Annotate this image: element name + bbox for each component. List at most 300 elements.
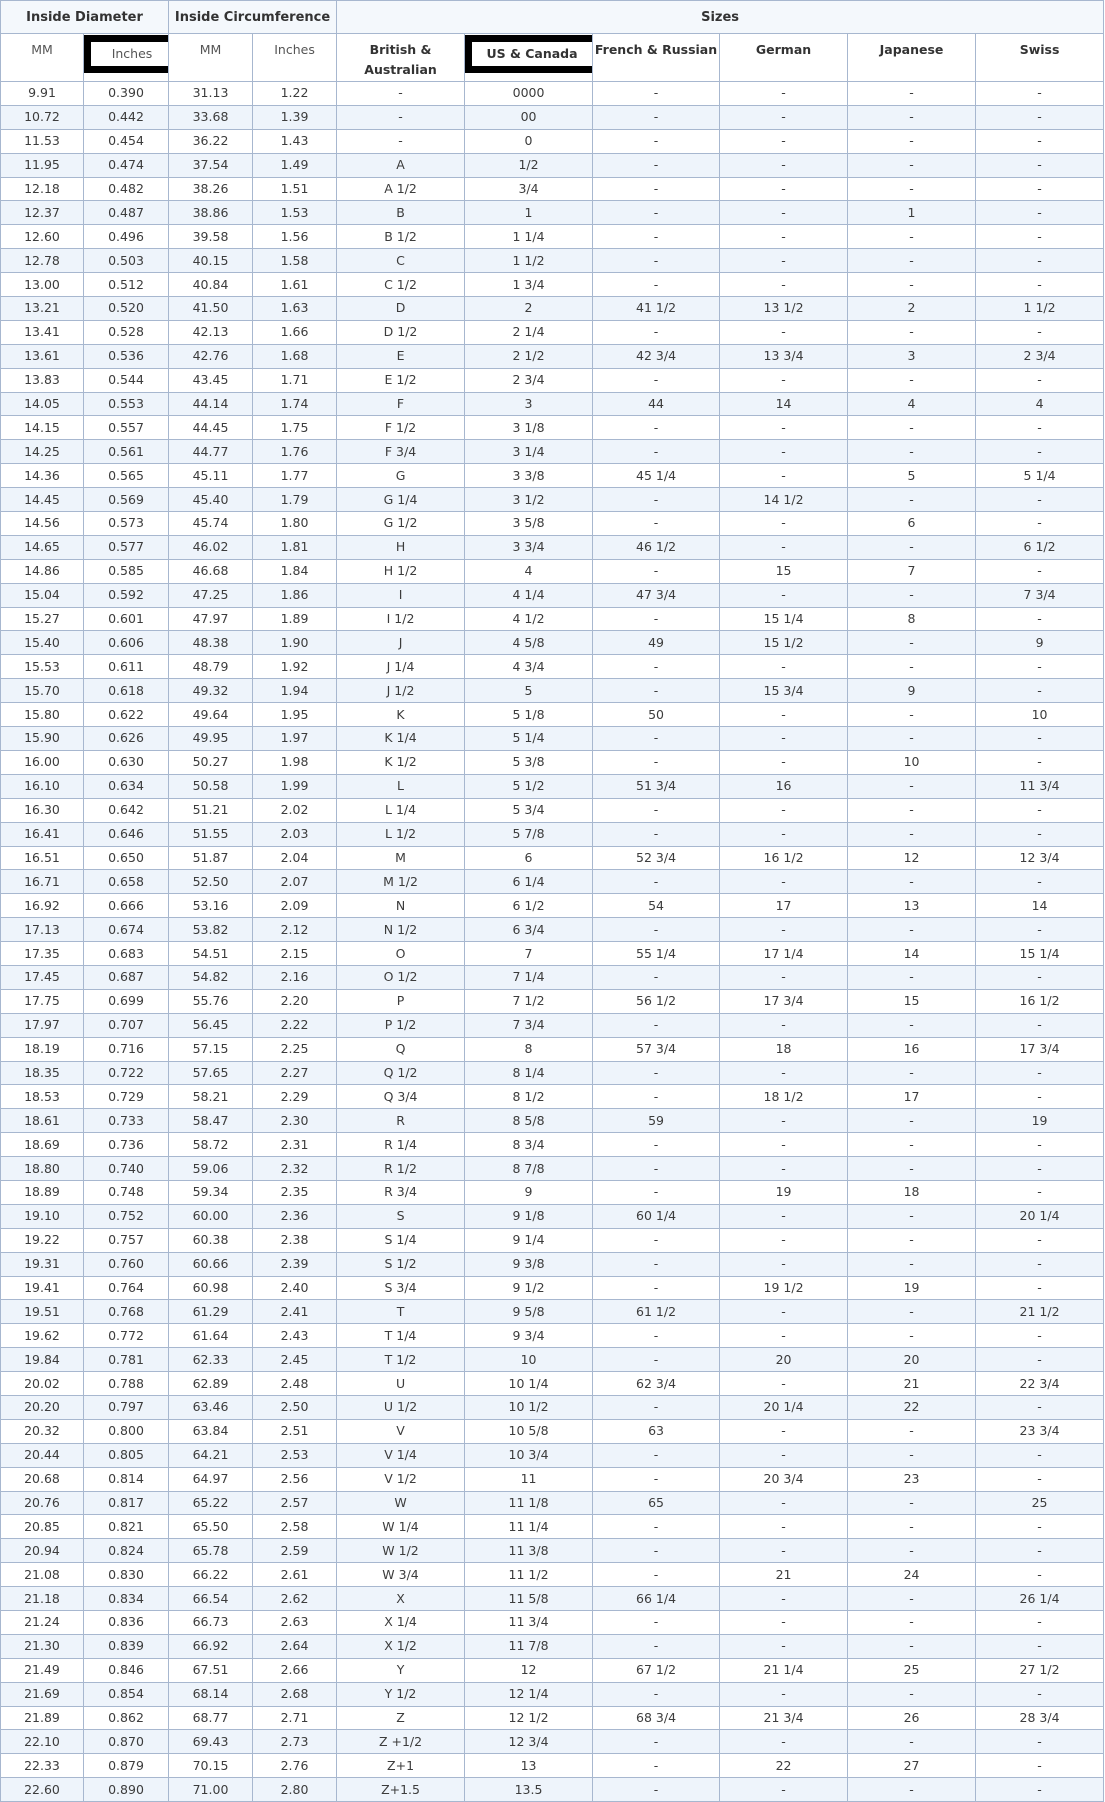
table-row	[1, 750, 1104, 774]
cell-us: 10 1/4	[465, 1372, 593, 1396]
cell-british: E 1/2	[337, 368, 465, 392]
table-row	[1, 1634, 1104, 1658]
cell-id-inches: 0.830	[84, 1563, 169, 1587]
cell-ic-mm: 63.84	[169, 1419, 253, 1443]
table-row	[1, 1587, 1104, 1611]
cell-swiss: -	[976, 1754, 1104, 1778]
cell-japanese: -	[848, 918, 976, 942]
cell-id-mm: 20.68	[1, 1467, 84, 1491]
cell-id-inches: 0.846	[84, 1658, 169, 1682]
cell-swiss: -	[976, 1395, 1104, 1419]
cell-french: -	[593, 416, 720, 440]
cell-british: V	[337, 1419, 465, 1443]
cell-french: -	[593, 822, 720, 846]
cell-id-mm: 12.37	[1, 201, 84, 225]
cell-french: -	[593, 1754, 720, 1778]
cell-swiss: -	[976, 82, 1104, 106]
cell-swiss: -	[976, 1085, 1104, 1109]
cell-british: U 1/2	[337, 1395, 465, 1419]
cell-french: -	[593, 249, 720, 273]
cell-japanese: 3	[848, 344, 976, 368]
table-header	[1, 1, 1104, 82]
cell-ic-mm: 44.77	[169, 440, 253, 464]
cell-us: 10 1/2	[465, 1395, 593, 1419]
cell-id-mm: 15.70	[1, 679, 84, 703]
cell-id-inches: 0.565	[84, 464, 169, 488]
cell-swiss: -	[976, 679, 1104, 703]
cell-id-inches: 0.814	[84, 1467, 169, 1491]
cell-german: 17	[720, 894, 848, 918]
cell-id-inches: 0.646	[84, 822, 169, 846]
cell-british: K	[337, 703, 465, 727]
cell-german: -	[720, 1228, 848, 1252]
cell-french: -	[593, 559, 720, 583]
table-row	[1, 1109, 1104, 1133]
table-row	[1, 870, 1104, 894]
cell-swiss: -	[976, 1061, 1104, 1085]
cell-ic-mm: 59.34	[169, 1180, 253, 1204]
cell-japanese: -	[848, 1228, 976, 1252]
cell-british: T 1/2	[337, 1348, 465, 1372]
group-inside-diameter: Inside Diameter	[1, 1, 169, 34]
cell-german: -	[720, 1061, 848, 1085]
cell-ic-mm: 60.38	[169, 1228, 253, 1252]
cell-ic-mm: 45.40	[169, 488, 253, 512]
cell-german: -	[720, 1587, 848, 1611]
table-row	[1, 1228, 1104, 1252]
cell-swiss: 10	[976, 703, 1104, 727]
cell-id-mm: 21.24	[1, 1611, 84, 1635]
cell-french: 59	[593, 1109, 720, 1133]
col-german: German	[720, 34, 848, 82]
cell-id-inches: 0.666	[84, 894, 169, 918]
cell-french: -	[593, 1228, 720, 1252]
cell-british: L	[337, 774, 465, 798]
cell-swiss: -	[976, 655, 1104, 679]
cell-id-inches: 0.634	[84, 774, 169, 798]
table-row	[1, 82, 1104, 106]
cell-id-mm: 18.61	[1, 1109, 84, 1133]
cell-us: 2 1/4	[465, 320, 593, 344]
cell-german: 19 1/2	[720, 1276, 848, 1300]
cell-id-mm: 19.10	[1, 1204, 84, 1228]
table-row	[1, 1348, 1104, 1372]
cell-british: U	[337, 1372, 465, 1396]
cell-ic-mm: 31.13	[169, 82, 253, 106]
cell-german: 21	[720, 1563, 848, 1587]
cell-us: 0000	[465, 82, 593, 106]
col-us	[465, 34, 593, 82]
table-row	[1, 1682, 1104, 1706]
cell-ic-inches: 2.29	[253, 1085, 337, 1109]
cell-us: 12 3/4	[465, 1730, 593, 1754]
cell-british: O 1/2	[337, 965, 465, 989]
cell-ic-inches: 1.39	[253, 105, 337, 129]
cell-german: 15	[720, 559, 848, 583]
cell-id-inches: 0.740	[84, 1157, 169, 1181]
cell-german: 16	[720, 774, 848, 798]
cell-swiss: 1 1/2	[976, 297, 1104, 321]
cell-german: -	[720, 703, 848, 727]
cell-british: T 1/4	[337, 1324, 465, 1348]
cell-british: M	[337, 846, 465, 870]
cell-id-mm: 13.21	[1, 297, 84, 321]
cell-us: 7 1/4	[465, 965, 593, 989]
cell-id-mm: 15.90	[1, 727, 84, 751]
cell-swiss: -	[976, 368, 1104, 392]
group-inside-circumference: Inside Circumference	[169, 1, 337, 34]
cell-japanese: -	[848, 1730, 976, 1754]
cell-id-mm: 18.53	[1, 1085, 84, 1109]
cell-id-mm: 18.69	[1, 1133, 84, 1157]
header-group-row	[1, 1, 1104, 34]
cell-id-inches: 0.707	[84, 1013, 169, 1037]
cell-french: -	[593, 1539, 720, 1563]
cell-german: 16 1/2	[720, 846, 848, 870]
table-row	[1, 129, 1104, 153]
cell-id-mm: 14.65	[1, 535, 84, 559]
cell-british: G 1/4	[337, 488, 465, 512]
cell-german: 13 1/2	[720, 297, 848, 321]
cell-id-mm: 21.89	[1, 1706, 84, 1730]
cell-german: -	[720, 273, 848, 297]
cell-german: -	[720, 82, 848, 106]
cell-id-mm: 14.36	[1, 464, 84, 488]
cell-id-mm: 18.89	[1, 1180, 84, 1204]
cell-id-mm: 17.75	[1, 989, 84, 1013]
cell-id-inches: 0.442	[84, 105, 169, 129]
cell-ic-mm: 40.15	[169, 249, 253, 273]
cell-id-mm: 16.92	[1, 894, 84, 918]
cell-ic-mm: 65.50	[169, 1515, 253, 1539]
cell-french: -	[593, 1730, 720, 1754]
cell-british: G	[337, 464, 465, 488]
cell-japanese: -	[848, 320, 976, 344]
cell-id-inches: 0.536	[84, 344, 169, 368]
cell-ic-mm: 62.33	[169, 1348, 253, 1372]
cell-id-inches: 0.512	[84, 273, 169, 297]
cell-british: C	[337, 249, 465, 273]
cell-id-inches: 0.611	[84, 655, 169, 679]
cell-british: H 1/2	[337, 559, 465, 583]
cell-us: 3 1/8	[465, 416, 593, 440]
cell-id-inches: 0.618	[84, 679, 169, 703]
table-row	[1, 631, 1104, 655]
cell-id-inches: 0.585	[84, 559, 169, 583]
header-column-row	[1, 34, 1104, 82]
table-row	[1, 559, 1104, 583]
cell-ic-mm: 60.00	[169, 1204, 253, 1228]
cell-british: B 1/2	[337, 225, 465, 249]
cell-us: 11 3/4	[465, 1611, 593, 1635]
cell-ic-mm: 45.74	[169, 512, 253, 536]
cell-ic-mm: 66.73	[169, 1611, 253, 1635]
cell-ic-mm: 64.21	[169, 1443, 253, 1467]
cell-us: 9 3/4	[465, 1324, 593, 1348]
table-row	[1, 1730, 1104, 1754]
cell-german: -	[720, 918, 848, 942]
cell-id-inches: 0.729	[84, 1085, 169, 1109]
cell-us: 11 1/4	[465, 1515, 593, 1539]
cell-british: F 3/4	[337, 440, 465, 464]
cell-ic-inches: 2.12	[253, 918, 337, 942]
cell-french: -	[593, 1778, 720, 1802]
cell-id-inches: 0.482	[84, 177, 169, 201]
cell-swiss: -	[976, 750, 1104, 774]
cell-swiss: -	[976, 1252, 1104, 1276]
cell-german: -	[720, 535, 848, 559]
cell-ic-mm: 66.92	[169, 1634, 253, 1658]
cell-british: -	[337, 129, 465, 153]
table-row	[1, 894, 1104, 918]
cell-french: -	[593, 1324, 720, 1348]
cell-id-mm: 10.72	[1, 105, 84, 129]
cell-ic-inches: 2.51	[253, 1419, 337, 1443]
cell-french: -	[593, 153, 720, 177]
cell-japanese: 27	[848, 1754, 976, 1778]
cell-id-mm: 16.00	[1, 750, 84, 774]
cell-french: 62 3/4	[593, 1372, 720, 1396]
group-sizes: Sizes	[337, 1, 1104, 34]
cell-japanese: -	[848, 1133, 976, 1157]
cell-id-inches: 0.687	[84, 965, 169, 989]
cell-us: 2	[465, 297, 593, 321]
cell-japanese: -	[848, 1634, 976, 1658]
cell-ic-inches: 2.43	[253, 1324, 337, 1348]
cell-french: 49	[593, 631, 720, 655]
cell-ic-inches: 2.20	[253, 989, 337, 1013]
cell-id-mm: 21.69	[1, 1682, 84, 1706]
cell-german: -	[720, 1443, 848, 1467]
cell-id-mm: 14.15	[1, 416, 84, 440]
cell-japanese: -	[848, 583, 976, 607]
table-row	[1, 942, 1104, 966]
cell-id-inches: 0.748	[84, 1180, 169, 1204]
cell-swiss: 23 3/4	[976, 1419, 1104, 1443]
cell-ic-inches: 2.22	[253, 1013, 337, 1037]
col-japanese: Japanese	[848, 34, 976, 82]
cell-id-mm: 20.94	[1, 1539, 84, 1563]
cell-ic-mm: 42.13	[169, 320, 253, 344]
cell-german: 15 1/4	[720, 607, 848, 631]
cell-german: -	[720, 177, 848, 201]
cell-us: 11 7/8	[465, 1634, 593, 1658]
cell-ic-mm: 67.51	[169, 1658, 253, 1682]
cell-ic-mm: 43.45	[169, 368, 253, 392]
cell-ic-inches: 1.98	[253, 750, 337, 774]
table-row	[1, 368, 1104, 392]
cell-british: F	[337, 392, 465, 416]
cell-german: -	[720, 655, 848, 679]
cell-german: -	[720, 1372, 848, 1396]
cell-british: J	[337, 631, 465, 655]
cell-ic-inches: 2.71	[253, 1706, 337, 1730]
cell-id-mm: 19.41	[1, 1276, 84, 1300]
cell-japanese: -	[848, 703, 976, 727]
cell-british: W 1/4	[337, 1515, 465, 1539]
cell-british: G 1/2	[337, 512, 465, 536]
table-row	[1, 655, 1104, 679]
cell-british: S 1/2	[337, 1252, 465, 1276]
cell-us: 3 1/2	[465, 488, 593, 512]
cell-ic-mm: 53.82	[169, 918, 253, 942]
cell-ic-inches: 2.39	[253, 1252, 337, 1276]
table-row	[1, 989, 1104, 1013]
cell-japanese: 4	[848, 392, 976, 416]
cell-ic-mm: 39.58	[169, 225, 253, 249]
cell-id-mm: 19.84	[1, 1348, 84, 1372]
cell-ic-mm: 42.76	[169, 344, 253, 368]
cell-french: 50	[593, 703, 720, 727]
table-row	[1, 1324, 1104, 1348]
cell-ic-inches: 2.45	[253, 1348, 337, 1372]
cell-ic-mm: 48.79	[169, 655, 253, 679]
cell-british: H	[337, 535, 465, 559]
cell-french: -	[593, 965, 720, 989]
table-row	[1, 1276, 1104, 1300]
cell-us: 7	[465, 942, 593, 966]
cell-id-inches: 0.557	[84, 416, 169, 440]
cell-british: S	[337, 1204, 465, 1228]
cell-french: -	[593, 368, 720, 392]
cell-us: 9 5/8	[465, 1300, 593, 1324]
cell-id-inches: 0.752	[84, 1204, 169, 1228]
cell-ic-mm: 46.02	[169, 535, 253, 559]
cell-ic-inches: 1.56	[253, 225, 337, 249]
cell-ic-mm: 33.68	[169, 105, 253, 129]
cell-british: Z+1.5	[337, 1778, 465, 1802]
cell-german: -	[720, 320, 848, 344]
cell-japanese: -	[848, 1539, 976, 1563]
cell-ic-mm: 56.45	[169, 1013, 253, 1037]
cell-ic-inches: 2.09	[253, 894, 337, 918]
cell-swiss: 16 1/2	[976, 989, 1104, 1013]
cell-german: 19	[720, 1180, 848, 1204]
cell-ic-mm: 47.97	[169, 607, 253, 631]
cell-british: C 1/2	[337, 273, 465, 297]
cell-japanese: -	[848, 965, 976, 989]
cell-ic-inches: 2.40	[253, 1276, 337, 1300]
cell-ic-mm: 51.55	[169, 822, 253, 846]
cell-us: 10 3/4	[465, 1443, 593, 1467]
cell-swiss: -	[976, 488, 1104, 512]
cell-german: 18	[720, 1037, 848, 1061]
cell-ic-inches: 2.32	[253, 1157, 337, 1181]
cell-id-mm: 21.18	[1, 1587, 84, 1611]
cell-ic-inches: 2.27	[253, 1061, 337, 1085]
cell-british: S 3/4	[337, 1276, 465, 1300]
cell-us: 8	[465, 1037, 593, 1061]
cell-swiss: -	[976, 1324, 1104, 1348]
cell-swiss: -	[976, 1730, 1104, 1754]
cell-swiss: -	[976, 727, 1104, 751]
table-row	[1, 846, 1104, 870]
cell-british: -	[337, 105, 465, 129]
cell-id-mm: 9.91	[1, 82, 84, 106]
cell-japanese: -	[848, 105, 976, 129]
cell-british: K 1/2	[337, 750, 465, 774]
cell-us: 1 1/4	[465, 225, 593, 249]
cell-japanese: 5	[848, 464, 976, 488]
cell-swiss: -	[976, 249, 1104, 273]
cell-ic-inches: 2.50	[253, 1395, 337, 1419]
table-row	[1, 1419, 1104, 1443]
cell-japanese: -	[848, 535, 976, 559]
cell-ic-mm: 44.45	[169, 416, 253, 440]
cell-japanese: 10	[848, 750, 976, 774]
cell-french: -	[593, 1157, 720, 1181]
cell-id-inches: 0.683	[84, 942, 169, 966]
cell-id-mm: 18.35	[1, 1061, 84, 1085]
cell-id-mm: 20.02	[1, 1372, 84, 1396]
cell-id-inches: 0.626	[84, 727, 169, 751]
cell-id-mm: 16.51	[1, 846, 84, 870]
cell-ic-mm: 36.22	[169, 129, 253, 153]
cell-german: -	[720, 201, 848, 225]
cell-id-mm: 18.19	[1, 1037, 84, 1061]
table-row	[1, 1372, 1104, 1396]
cell-id-inches: 0.699	[84, 989, 169, 1013]
cell-us: 11 1/2	[465, 1563, 593, 1587]
cell-french: -	[593, 1395, 720, 1419]
cell-us: 0	[465, 129, 593, 153]
cell-swiss: -	[976, 273, 1104, 297]
cell-id-inches: 0.650	[84, 846, 169, 870]
table-row	[1, 1563, 1104, 1587]
cell-german: -	[720, 965, 848, 989]
cell-ic-inches: 2.35	[253, 1180, 337, 1204]
cell-id-inches: 0.674	[84, 918, 169, 942]
cell-us: 10 5/8	[465, 1419, 593, 1443]
cell-us: 8 3/4	[465, 1133, 593, 1157]
col-swiss: Swiss	[976, 34, 1104, 82]
cell-french: -	[593, 918, 720, 942]
cell-british: P 1/2	[337, 1013, 465, 1037]
cell-swiss: -	[976, 1611, 1104, 1635]
cell-id-mm: 22.60	[1, 1778, 84, 1802]
cell-ic-inches: 1.99	[253, 774, 337, 798]
cell-us: 6	[465, 846, 593, 870]
table-row	[1, 1443, 1104, 1467]
cell-ic-inches: 2.41	[253, 1300, 337, 1324]
cell-japanese: -	[848, 655, 976, 679]
cell-id-mm: 17.45	[1, 965, 84, 989]
cell-id-inches: 0.503	[84, 249, 169, 273]
cell-id-inches: 0.836	[84, 1611, 169, 1635]
cell-japanese: 18	[848, 1180, 976, 1204]
cell-us: 8 1/4	[465, 1061, 593, 1085]
cell-ic-inches: 1.49	[253, 153, 337, 177]
cell-german: 14	[720, 392, 848, 416]
cell-id-mm: 13.00	[1, 273, 84, 297]
cell-japanese: -	[848, 822, 976, 846]
cell-us: 5 7/8	[465, 822, 593, 846]
cell-japanese: 6	[848, 512, 976, 536]
cell-ic-inches: 2.59	[253, 1539, 337, 1563]
cell-british: -	[337, 82, 465, 106]
cell-french: 54	[593, 894, 720, 918]
table-row	[1, 1037, 1104, 1061]
cell-ic-mm: 51.87	[169, 846, 253, 870]
cell-japanese: 23	[848, 1467, 976, 1491]
cell-swiss: 26 1/4	[976, 1587, 1104, 1611]
cell-japanese: 7	[848, 559, 976, 583]
cell-us: 12 1/2	[465, 1706, 593, 1730]
cell-ic-inches: 1.58	[253, 249, 337, 273]
cell-ic-mm: 61.64	[169, 1324, 253, 1348]
cell-ic-mm: 60.98	[169, 1276, 253, 1300]
cell-french: -	[593, 225, 720, 249]
